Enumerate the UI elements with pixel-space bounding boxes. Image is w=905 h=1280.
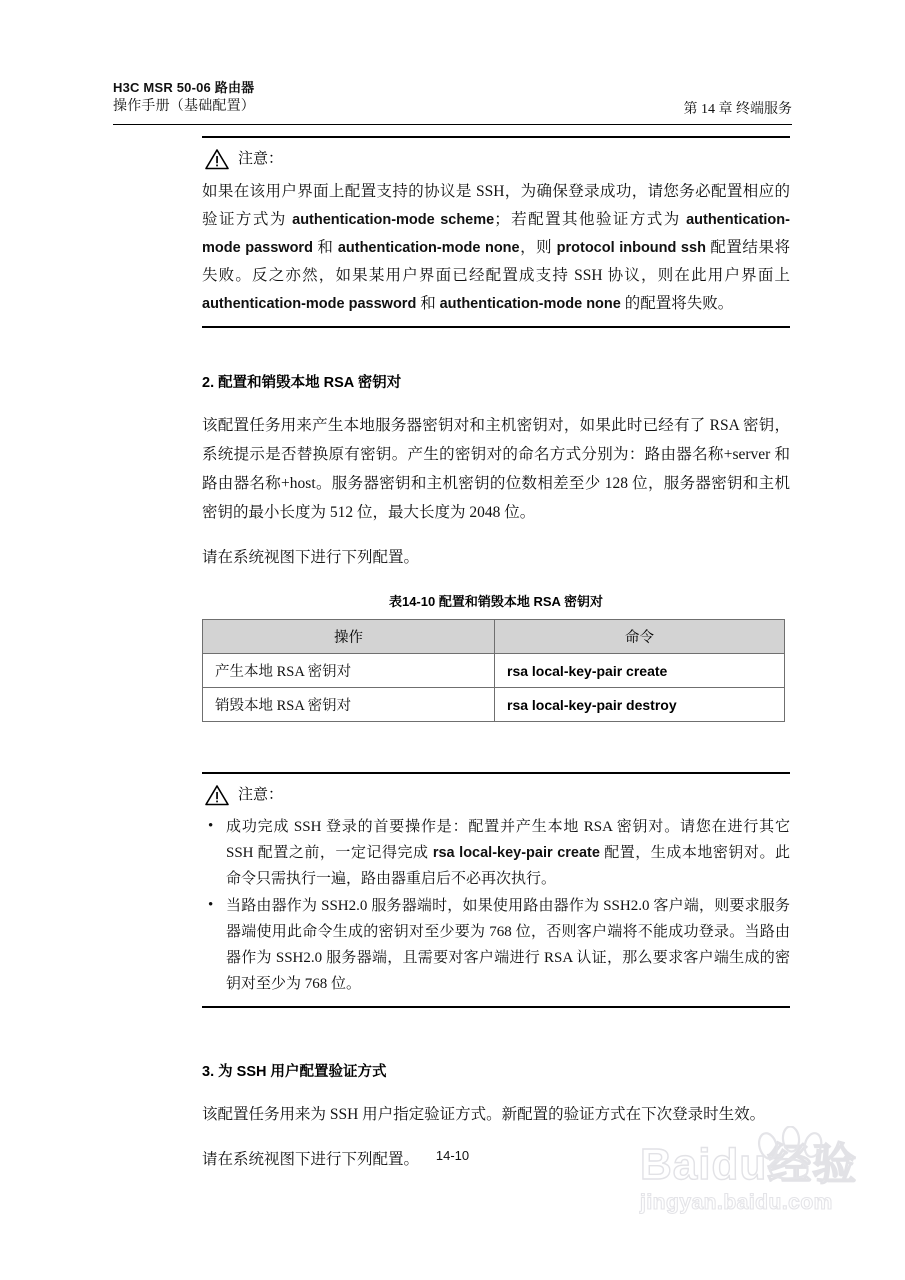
section-2-paragraph-1: 该配置任务用来产生本地服务器密钥对和主机密钥对，如果此时已经有了 RSA 密钥，系统提示是否替换原有密钥。产生的密钥对的命名方式分别为：路由器名称+server 和路由器名称+host。服务器密钥和主机密钥的位数相差至少 128 位，服务器密钥和主机密钥的最小长度为 512 位，最大长度为 2048 位。: [202, 417, 790, 521]
running-header: [113, 78, 792, 122]
table-caption: 表14-10 配置和销毁本地 RSA 密钥对: [388, 594, 604, 609]
table-col-header-command: 命令: [495, 620, 785, 654]
rsa-key-pair-table: [202, 619, 785, 722]
table-body: [203, 654, 785, 722]
header-left-block: [113, 78, 255, 116]
section-3-paragraph-1: 该配置任务用来为 SSH 用户指定验证方式。新配置的验证方式在下次登录时生效。: [202, 1106, 766, 1123]
spacer-3: [202, 527, 790, 543]
table-row: [203, 654, 785, 688]
spacer-6: [202, 1008, 790, 1061]
spacer-7: [202, 1083, 790, 1100]
section-3-heading: 3. 为 SSH 用户配置验证方式: [202, 1064, 387, 1080]
header-manual-title: 操作手册（基础配置）: [113, 99, 255, 114]
header-product-title: H3C MSR 50-06 路由器: [113, 80, 255, 95]
table-cell-operation: 产生本地 RSA 密钥对: [203, 654, 495, 688]
section-3-paragraph-2: 请在系统视图下进行下列配置。: [202, 1151, 420, 1168]
table-head: [203, 620, 785, 654]
section-2-heading: 2. 配置和销毁本地 RSA 密钥对: [202, 375, 402, 391]
table-header-row: [203, 620, 785, 654]
caution-1-label: 注意：: [238, 150, 284, 167]
caution-2-label: 注意：: [238, 786, 284, 803]
caution-1-title-row: [204, 147, 790, 171]
list-item: • 当路由器作为 SSH2.0 服务器端时，如果使用路由器作为 SSH2.0 客户端，则要求服务器端使用此命令生成的密钥对至少要为 768 位，否则客户端将不能成功登录。当路由器作为 SSH2.0 服务器端，且需要对客户端进行 RSA 认证，那么要求客户端生成的密钥对至少为 768 位。: [202, 893, 790, 997]
table-cell-command: rsa local-key-pair destroy: [495, 688, 785, 722]
spacer-1: [202, 328, 790, 372]
spacer-8: [202, 1129, 790, 1145]
page-content: [202, 136, 790, 1174]
warning-triangle-icon: [204, 784, 230, 806]
spacer-5: [202, 722, 790, 772]
caution-box-2: [202, 772, 790, 1008]
table-row: [203, 688, 785, 722]
caution-1-paragraph: 如果在该用户界面上配置支持的协议是 SSH，为确保登录成功，请您务必配置相应的验证方式为 authentication-mode scheme；若配置其他验证方式为 authentication-mode password 和 authentication-mode none，则 protocol inbound ssh 配置结果将失败。反之亦然，如果某用户界面已经配置成支持 SSH 协议，则在此用户界面上 authentication-mode password 和 authentication-mode none 的配置将失败。: [202, 183, 790, 312]
list-item: • 成功完成 SSH 登录的首要操作是：配置并产生本地 RSA 密钥对。请您在进行其它 SSH 配置之前，一定记得完成 rsa local-key-pair create 配置，生成本地密钥对。此命令只需执行一遍，路由器重启后不必再次执行。: [202, 814, 790, 892]
table-col-header-operation: 操作: [203, 620, 495, 654]
table-cell-operation: 销毁本地 RSA 密钥对: [203, 688, 495, 722]
watermark-url: jingyan.baidu.com: [640, 1191, 833, 1214]
section-2-paragraph-2: 请在系统视图下进行下列配置。: [202, 549, 420, 566]
caution-2-bullet-list: [202, 814, 790, 997]
header-chapter-title: 第 14 章 终端服务: [683, 102, 792, 117]
spacer-2: [202, 394, 790, 411]
header-divider-rule: [113, 124, 792, 125]
watermark-brand: Baidu经验: [640, 1140, 858, 1189]
page-number: 14-10: [435, 1148, 470, 1163]
caution-2-title-row: [204, 783, 790, 807]
warning-triangle-icon: [204, 148, 230, 170]
spacer-4: [202, 572, 790, 592]
table-cell-command: rsa local-key-pair create: [495, 654, 785, 688]
caution-box-1: [202, 136, 790, 328]
